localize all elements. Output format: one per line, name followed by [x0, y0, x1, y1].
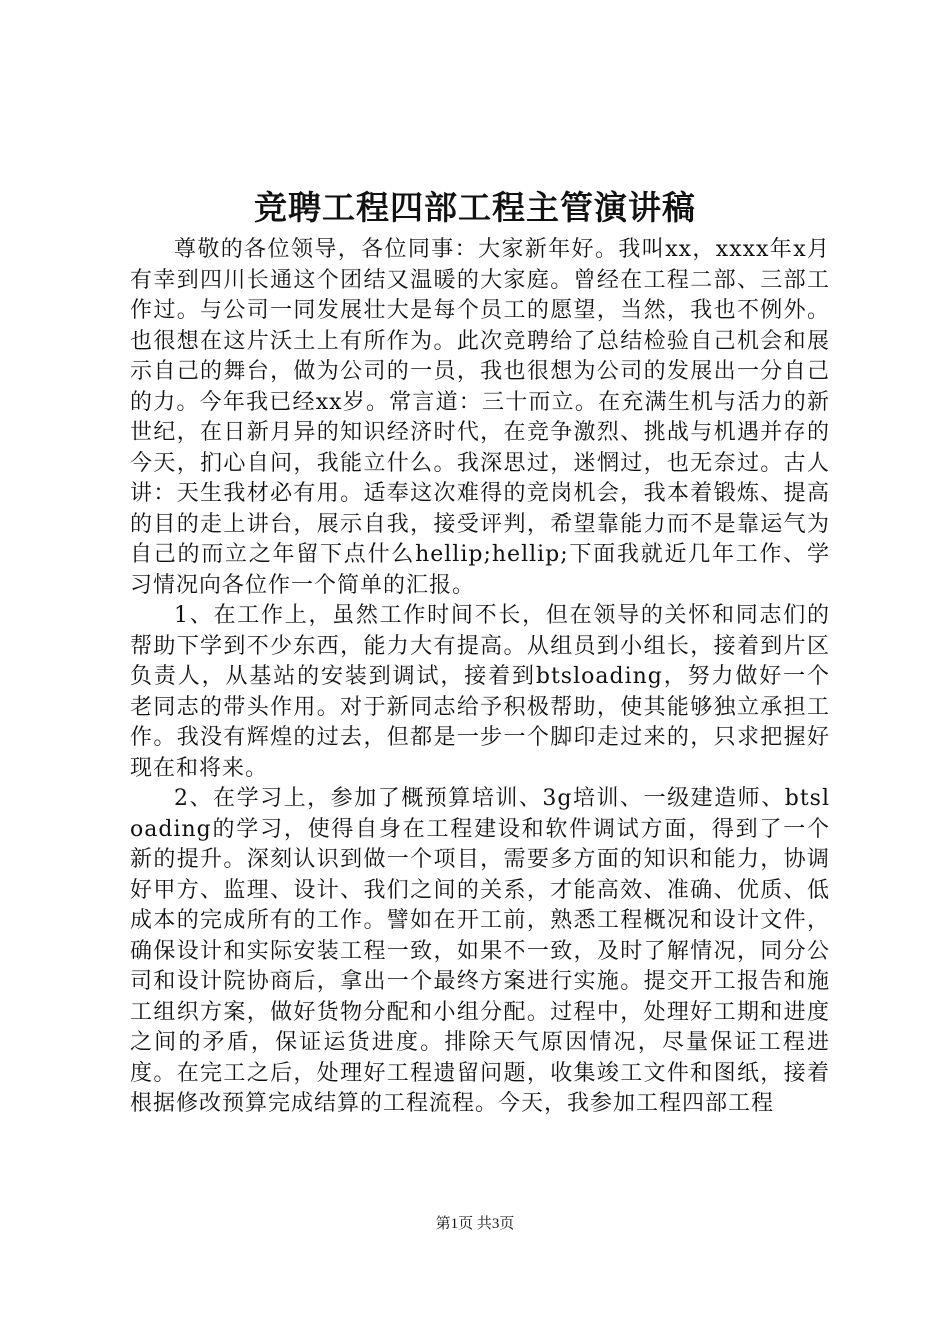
document-title: 竞聘工程四部工程主管演讲稿 — [254, 188, 696, 227]
paragraph-intro: 尊敬的各位领导，各位同事：大家新年好。我叫xx，xxxx年x月有幸到四川长通这个团结又温暖的大家庭。曾经在工程二部、三部工作过。与公司一同发展壮大是每个员工的愿望，当然，我也不例外。也很想在这片沃土上有所作为。此次竞聘给了总结检验自己机会和展示自己的舞台，做为公司的一员，我也很想为公司的发展出一分自己的力。今年我已经xx岁。常言道：三十而立。在充满生机与活力的新世纪，在日新月异的知识经济时代，在竞争激烈、挑战与机遇并存的今天，扪心自问，我能立什么。我深思过，迷惘过，也无奈过。古人讲：天生我材必有用。适奉这次难得的竞岗机会，我本着锻炼、提高的目的走上讲台，展示自我，接受评判，希望靠能力而不是靠运气为自己的而立之年留下点什么hellip;hellip;下面我就近几年工作、学习情况向各位作一个简单的汇报。 — [130, 237, 830, 598]
document-body — [130, 235, 830, 1120]
page-footer: 第1页 共3页 — [435, 1216, 515, 1232]
paragraph-work: 1、在工作上，虽然工作时间不长，但在领导的关怀和同志们的帮助下学到不少东西，能力大有提高。从组员到小组长，接着到片区负责人，从基站的安装到调试，接着到btsloading，努力做好一个老同志的带头作用。对于新同志给予积极帮助，使其能够独立承担工作。我没有辉煌的过去，但都是一步一个脚印走过来的，只求把握好现在和将来。 — [130, 603, 830, 781]
paragraph-study: 2、在学习上，参加了概预算培训、3g培训、一级建造师、btsloading的学习，使得自身在工程建设和软件调试方面，得到了一个新的提升。深刻认识到做一个项目，需要多方面的知识和能力，协调好甲方、监理、设计、我们之间的关系，才能高效、准确、优质、低成本的完成所有的工作。譬如在开工前，熟悉工程概况和设计文件，确保设计和实际安装工程一致，如果不一致，及时了解情况，同分公司和设计院协商后，拿出一个最终方案进行实施。提交开工报告和施工组织方案，做好货物分配和小组分配。过程中，处理好工期和进度之间的矛盾，保证运货进度。排除天气原因情况，尽量保证工程进度。在完工之后，处理好工程遗留问题，收集竣工文件和图纸，接着根据修改预算完成结算的工程流程。今天，我参加工程四部工程 — [130, 786, 830, 1116]
